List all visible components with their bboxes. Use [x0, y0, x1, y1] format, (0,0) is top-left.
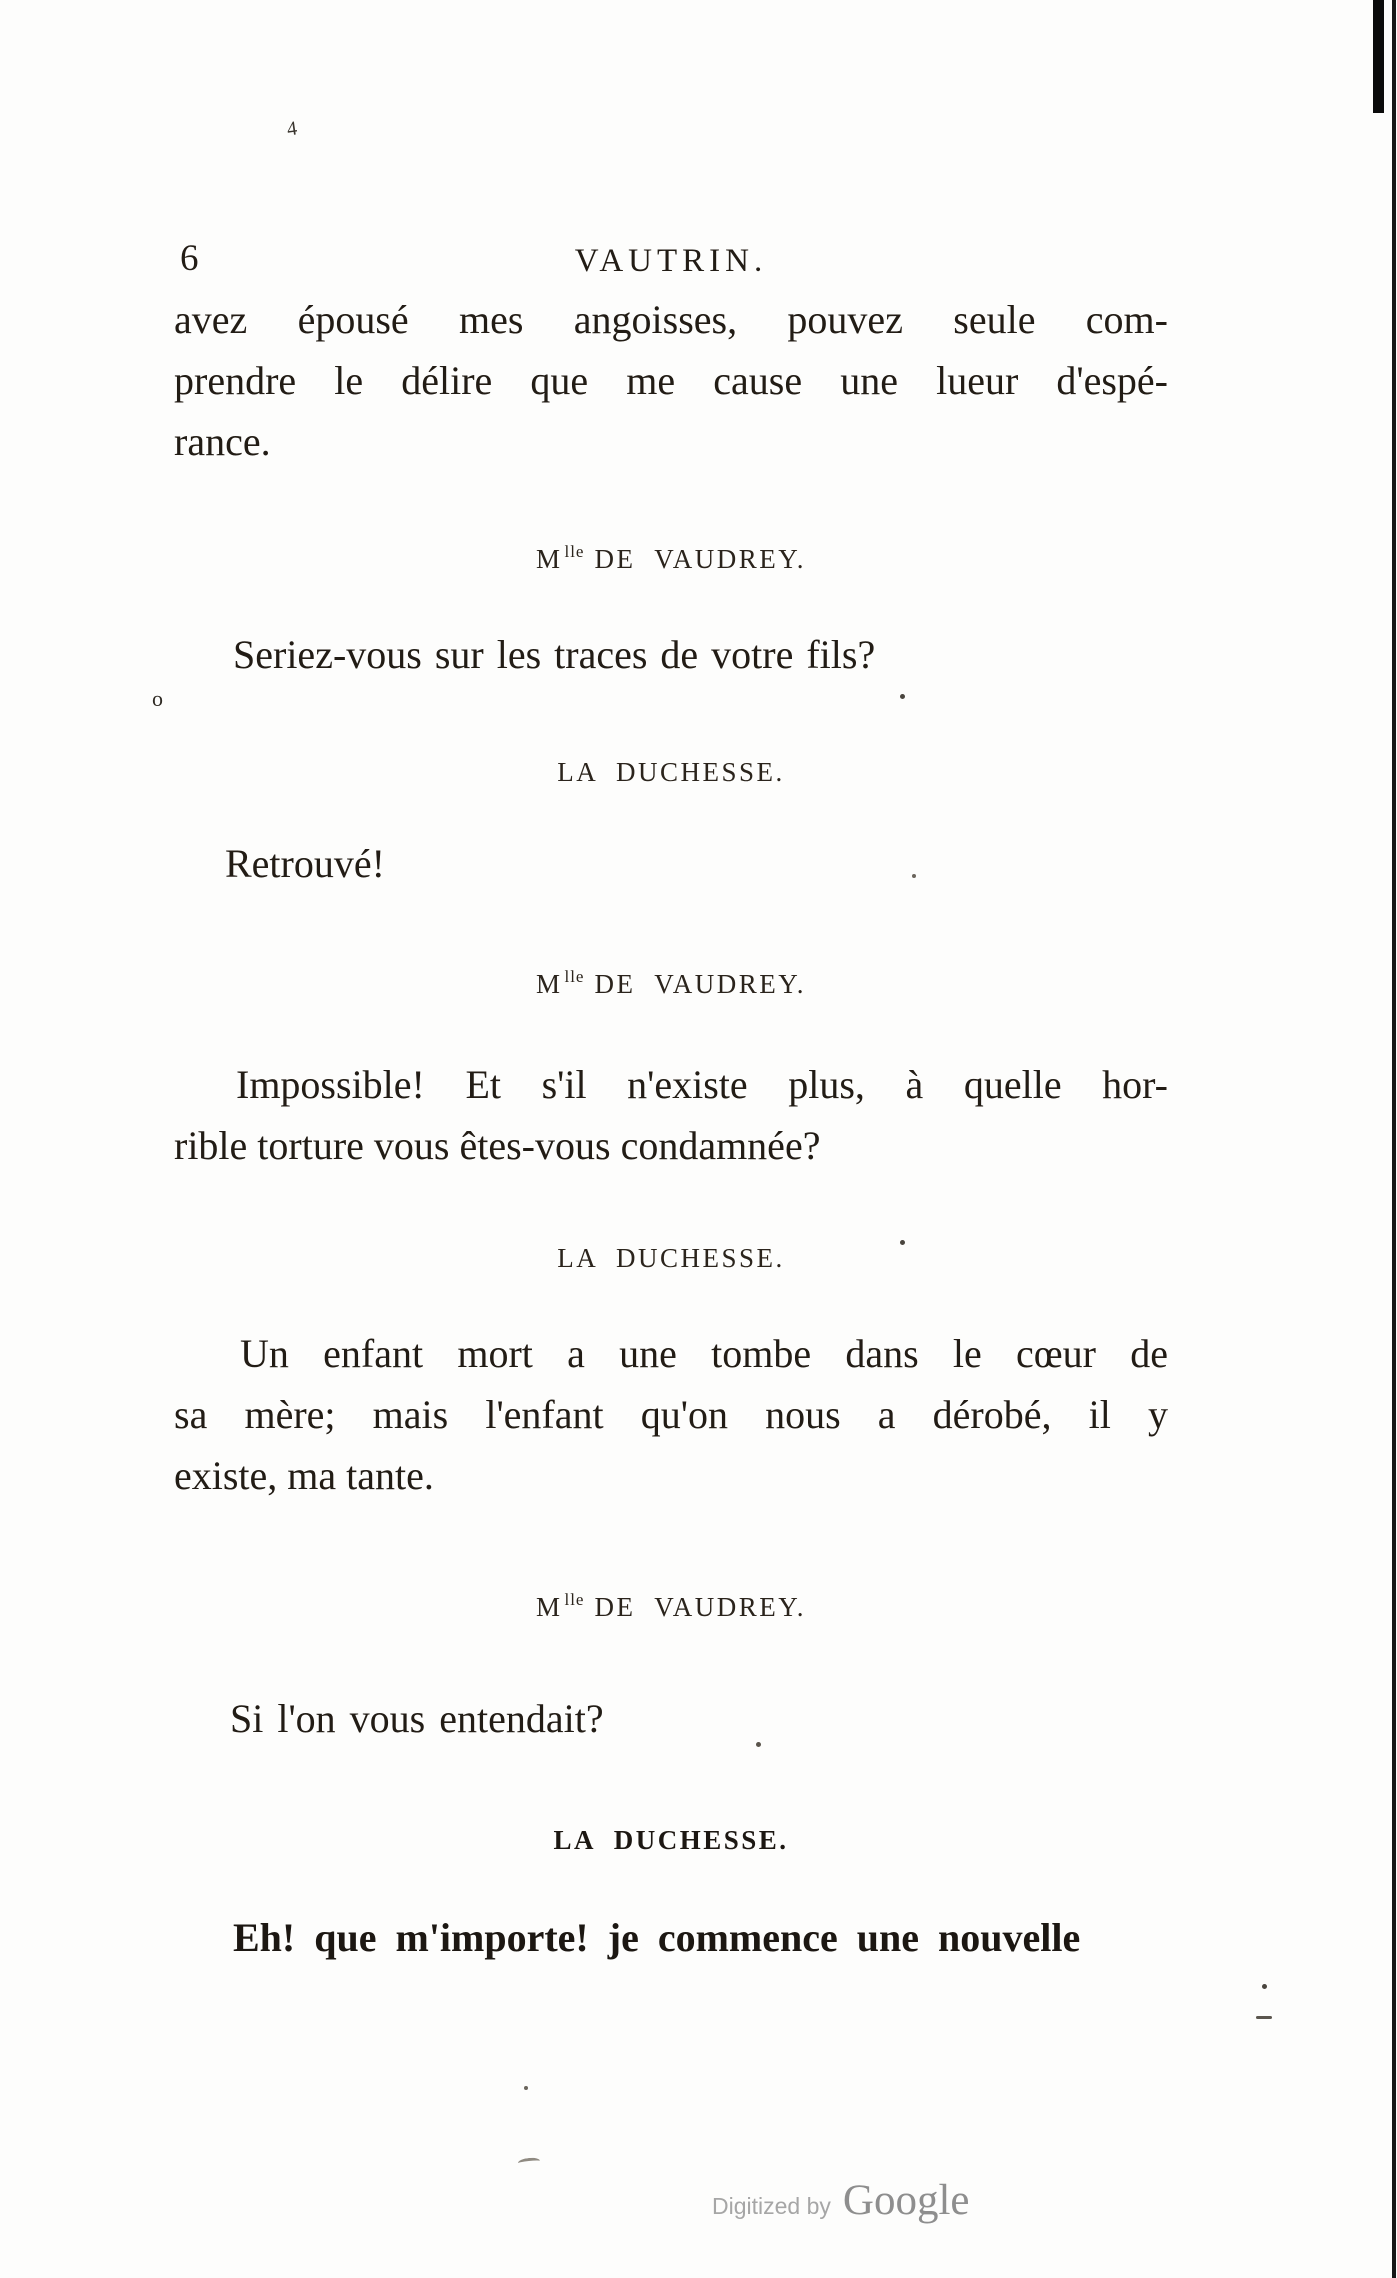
paragraph-opening — [174, 289, 1168, 472]
text-line: prendre le délire que me cause une lueur d'espé- — [174, 358, 1168, 403]
speaker-heading-vaudrey-3 — [174, 1591, 1168, 1623]
speaker-superscript: lle — [564, 542, 585, 561]
scan-speck — [912, 874, 916, 878]
speaker-name: DE VAUDREY. — [594, 1592, 807, 1622]
scan-dash-mark — [1256, 2016, 1272, 2019]
dialogue-line-seriez: Seriez-vous sur les traces de votre fils? — [233, 632, 876, 677]
scan-edge-bar — [1373, 0, 1384, 113]
speaker-heading-vaudrey-2 — [174, 968, 1168, 1000]
running-title: VAUTRIN. — [574, 243, 768, 279]
scan-tilde-mark — [518, 2157, 541, 2167]
text-line: rible torture vous êtes-vous condamnée? — [174, 1123, 821, 1168]
text-line: avez épousé mes angoisses, pouvez seule com- — [174, 297, 1168, 342]
text-line: rance. — [174, 419, 271, 464]
margin-mark: o — [152, 686, 163, 711]
digitization-watermark — [712, 2176, 969, 2225]
digitized-by-label: Digitized by — [712, 2193, 831, 2219]
speaker-initial: M — [535, 1592, 563, 1622]
scan-edge-line — [1392, 0, 1396, 2278]
dialogue-line-entendait: Si l'on vous entendait? — [230, 1696, 604, 1741]
page-number: 6 — [180, 238, 199, 279]
scan-speck — [1262, 1984, 1267, 1989]
dialogue-line-retrouve: Retrouvé! — [225, 841, 385, 886]
scan-speck — [756, 1742, 761, 1747]
speaker-name: DE VAUDREY. — [594, 969, 807, 999]
paragraph-enfant — [174, 1323, 1168, 1506]
paragraph-impossible — [174, 1054, 1168, 1176]
text-line: Un enfant mort a une tombe dans le cœur de — [240, 1331, 1168, 1376]
speaker-heading-duchesse-3: LA DUCHESSE. — [553, 1825, 789, 1855]
speaker-name: DE VAUDREY. — [594, 544, 807, 574]
scan-speck — [900, 1240, 905, 1245]
speaker-heading-vaudrey-1 — [174, 543, 1168, 575]
text-line: existe, ma tante. — [174, 1453, 434, 1498]
speaker-initial: M — [535, 544, 563, 574]
scan-speck — [524, 2086, 528, 2090]
speaker-heading-duchesse-1: LA DUCHESSE. — [557, 757, 785, 787]
google-logo: Google — [842, 2177, 970, 2224]
scan-speck — [900, 694, 905, 699]
speaker-superscript: lle — [564, 1590, 585, 1609]
speaker-initial: M — [535, 969, 563, 999]
speaker-superscript: lle — [564, 967, 585, 986]
speaker-heading-duchesse-2: LA DUCHESSE. — [557, 1243, 785, 1273]
text-line: Impossible! Et s'il n'existe plus, à quelle hor- — [236, 1062, 1168, 1107]
pen-mark: 4 — [285, 117, 299, 141]
dialogue-line-importe: Eh! que m'importe! je commence une nouvelle — [233, 1915, 1081, 1960]
text-line: sa mère; mais l'enfant qu'on nous a dérobé, il y — [174, 1392, 1168, 1437]
